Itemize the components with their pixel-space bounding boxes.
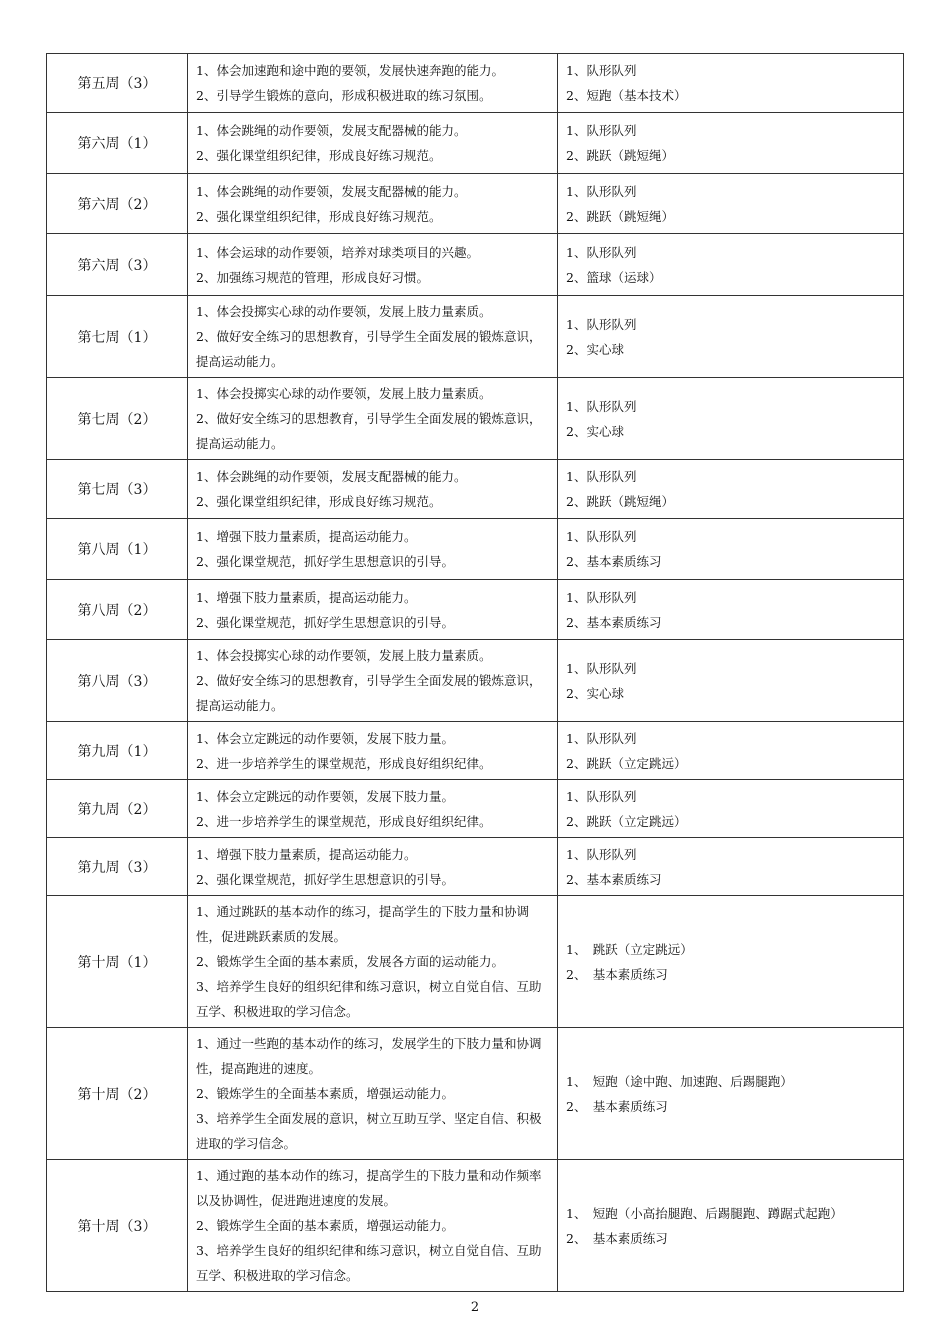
content-line: 1、 短跑（途中跑、加速跑、后踢腿跑） [566,1073,793,1089]
objectives-cell [188,1160,558,1292]
objective-line: 1、体会投掷实心球的动作要领，发展上肢力量素质。 [196,648,492,663]
objective-line: 2、锻炼学生全面的基本素质，增强运动能力。 [196,1218,454,1233]
objectives-cell [188,296,558,378]
objectives-cell [188,519,558,580]
table-row [47,896,904,1028]
content-line: 1、队形队列 [566,316,637,332]
content-line: 1、 短跑（小高抬腿跑、后踢腿跑、蹲踞式起跑） [566,1205,843,1221]
objectives-cell [188,580,558,640]
objective-line: 1、体会跳绳的动作要领，发展支配器械的能力。 [196,123,467,138]
objectives-cell [188,640,558,722]
objective-line: 1、增强下肢力量素质，提高运动能力。 [196,846,417,862]
content-cell [558,896,904,1028]
content-cell [558,378,904,460]
content-line: 2、基本素质练习 [566,554,662,569]
objectives-cell [188,722,558,780]
objectives-cell [188,1028,558,1160]
objectives-cell [188,378,558,460]
objectives-cell [188,174,558,234]
content-cell [558,722,904,780]
objective-line: 1、体会立定跳远的动作要领，发展下肢力量。 [196,788,454,804]
objective-line: 2、做好安全练习的思想教育，引导学生全面发展的锻炼意识，提高运动能力。 [196,329,542,369]
objective-line: 1、体会立定跳远的动作要领，发展下肢力量。 [196,730,454,746]
table-row [47,234,904,296]
table-row [47,378,904,460]
content-line: 2、跳跃（立定跳远） [566,813,687,829]
content-line: 1、队形队列 [566,398,637,414]
objective-line: 2、锻炼学生全面的基本素质，发展各方面的运动能力。 [196,954,504,969]
content-line: 1、队形队列 [566,660,637,676]
objective-line: 1、增强下肢力量素质，提高运动能力。 [196,529,417,544]
objectives-cell [188,113,558,174]
week-cell: 第十周（3） [47,1160,188,1292]
content-cell [558,113,904,174]
week-cell: 第六周（2） [47,174,188,234]
week-cell: 第九周（1） [47,722,188,780]
objective-line: 3、培养学生全面发展的意识，树立互助互学、坚定自信、积极进取的学习信念。 [196,1111,542,1151]
week-cell: 第十周（2） [47,1028,188,1160]
table-row [47,640,904,722]
objective-line: 2、进一步培养学生的课堂规范，形成良好组织纪律。 [196,813,492,829]
table-row [47,580,904,640]
content-line: 2、跳跃（跳短绳） [566,494,674,509]
objectives-cell [188,54,558,113]
week-cell: 第十周（1） [47,896,188,1028]
objective-line: 3、培养学生良好的组织纪律和练习意识，树立自觉自信、互助互学、积极进取的学习信念。 [196,1243,542,1283]
week-cell: 第六周（1） [47,113,188,174]
content-line: 2、 基本素质练习 [566,1098,668,1114]
objectives-cell [188,780,558,838]
content-cell [558,296,904,378]
week-cell: 第七周（3） [47,460,188,519]
table-row [47,113,904,174]
content-line: 1、队形队列 [566,589,637,605]
table-row [47,296,904,378]
content-line: 1、队形队列 [566,469,637,484]
objective-line: 2、做好安全练习的思想教育，引导学生全面发展的锻炼意识，提高运动能力。 [196,673,542,713]
content-line: 1、队形队列 [566,244,637,260]
objectives-cell [188,838,558,896]
content-cell [558,1028,904,1160]
objective-line: 1、通过一些跑的基本动作的练习，发展学生的下肢力量和协调性，提高跑进的速度。 [196,1036,542,1076]
content-cell [558,640,904,722]
objectives-cell [188,234,558,296]
week-cell: 第五周（3） [47,54,188,113]
week-cell: 第八周（1） [47,519,188,580]
objective-line: 1、增强下肢力量素质，提高运动能力。 [196,589,417,605]
table-row [47,519,904,580]
content-line: 2、 基本素质练习 [566,966,668,982]
objective-line: 1、体会跳绳的动作要领，发展支配器械的能力。 [196,469,467,484]
content-line: 1、队形队列 [566,123,637,138]
objective-line: 1、通过跳跃的基本动作的练习，提高学生的下肢力量和协调性，促进跳跃素质的发展。 [196,904,529,944]
objectives-cell [188,896,558,1028]
objective-line: 2、强化课堂组织纪律，形成良好练习规范。 [196,208,442,224]
content-line: 1、队形队列 [566,788,637,804]
content-line: 2、基本素质练习 [566,871,662,887]
table-row [47,722,904,780]
content-cell [558,580,904,640]
content-cell [558,54,904,113]
content-line: 2、 基本素质练习 [566,1230,668,1246]
content-line: 1、队形队列 [566,529,637,544]
content-cell [558,838,904,896]
content-cell [558,780,904,838]
objective-line: 2、锻炼学生的全面基本素质，增强运动能力。 [196,1086,454,1101]
objective-line: 1、体会运球的动作要领，培养对球类项目的兴趣。 [196,244,479,260]
content-line: 1、队形队列 [566,183,637,199]
content-line: 1、队形队列 [566,846,637,862]
content-line: 1、队形队列 [566,63,637,78]
objective-line: 2、强化课堂规范，抓好学生思想意识的引导。 [196,614,454,630]
table-row [47,838,904,896]
objective-line: 2、加强练习规范的管理，形成良好习惯。 [196,269,429,285]
objective-line: 3、培养学生良好的组织纪律和练习意识，树立自觉自信、互助互学、积极进取的学习信念。 [196,979,542,1019]
objective-line: 2、引导学生锻炼的意向，形成积极进取的练习氛围。 [196,88,492,103]
objective-line: 2、强化课堂组织纪律，形成良好练习规范。 [196,494,442,509]
week-cell: 第九周（2） [47,780,188,838]
content-line: 2、篮球（运球） [566,269,662,285]
objective-line: 1、体会跳绳的动作要领，发展支配器械的能力。 [196,183,467,199]
content-line: 2、实心球 [566,341,624,357]
objective-line: 2、强化课堂组织纪律，形成良好练习规范。 [196,148,442,163]
table-row [47,460,904,519]
objective-line: 1、通过跑的基本动作的练习，提高学生的下肢力量和动作频率以及协调性，促进跑进速度的发展。 [196,1168,542,1208]
table-row [47,1028,904,1160]
objective-line: 2、强化课堂规范，抓好学生思想意识的引导。 [196,871,454,887]
week-cell: 第七周（1） [47,296,188,378]
content-line: 2、跳跃（跳短绳） [566,208,674,224]
week-cell: 第七周（2） [47,378,188,460]
objective-line: 1、体会投掷实心球的动作要领，发展上肢力量素质。 [196,304,492,319]
table-row [47,54,904,113]
content-cell [558,234,904,296]
content-cell [558,1160,904,1292]
week-cell: 第九周（3） [47,838,188,896]
content-line: 2、短跑（基本技术） [566,88,687,103]
weekly-plan-table [46,53,904,1292]
content-line: 1、队形队列 [566,730,637,746]
weekly-plan-body [47,54,904,1292]
content-line: 2、实心球 [566,423,624,439]
content-line: 2、跳跃（跳短绳） [566,148,674,163]
week-cell: 第八周（3） [47,640,188,722]
objective-line: 2、做好安全练习的思想教育，引导学生全面发展的锻炼意识，提高运动能力。 [196,411,542,451]
content-line: 2、实心球 [566,685,624,701]
content-cell [558,460,904,519]
objectives-cell [188,460,558,519]
table-row [47,174,904,234]
content-line: 1、 跳跃（立定跳远） [566,941,693,957]
content-line: 2、跳跃（立定跳远） [566,755,687,771]
week-cell: 第六周（3） [47,234,188,296]
objective-line: 1、体会加速跑和途中跑的要领，发展快速奔跑的能力。 [196,63,504,78]
content-cell [558,174,904,234]
content-line: 2、基本素质练习 [566,614,662,630]
objective-line: 2、进一步培养学生的课堂规范，形成良好组织纪律。 [196,755,492,771]
content-cell [558,519,904,580]
objective-line: 1、体会投掷实心球的动作要领，发展上肢力量素质。 [196,386,492,401]
objective-line: 2、强化课堂规范，抓好学生思想意识的引导。 [196,554,454,569]
table-row [47,1160,904,1292]
table-row [47,780,904,838]
week-cell: 第八周（2） [47,580,188,640]
page-number: 2 [470,1300,480,1315]
